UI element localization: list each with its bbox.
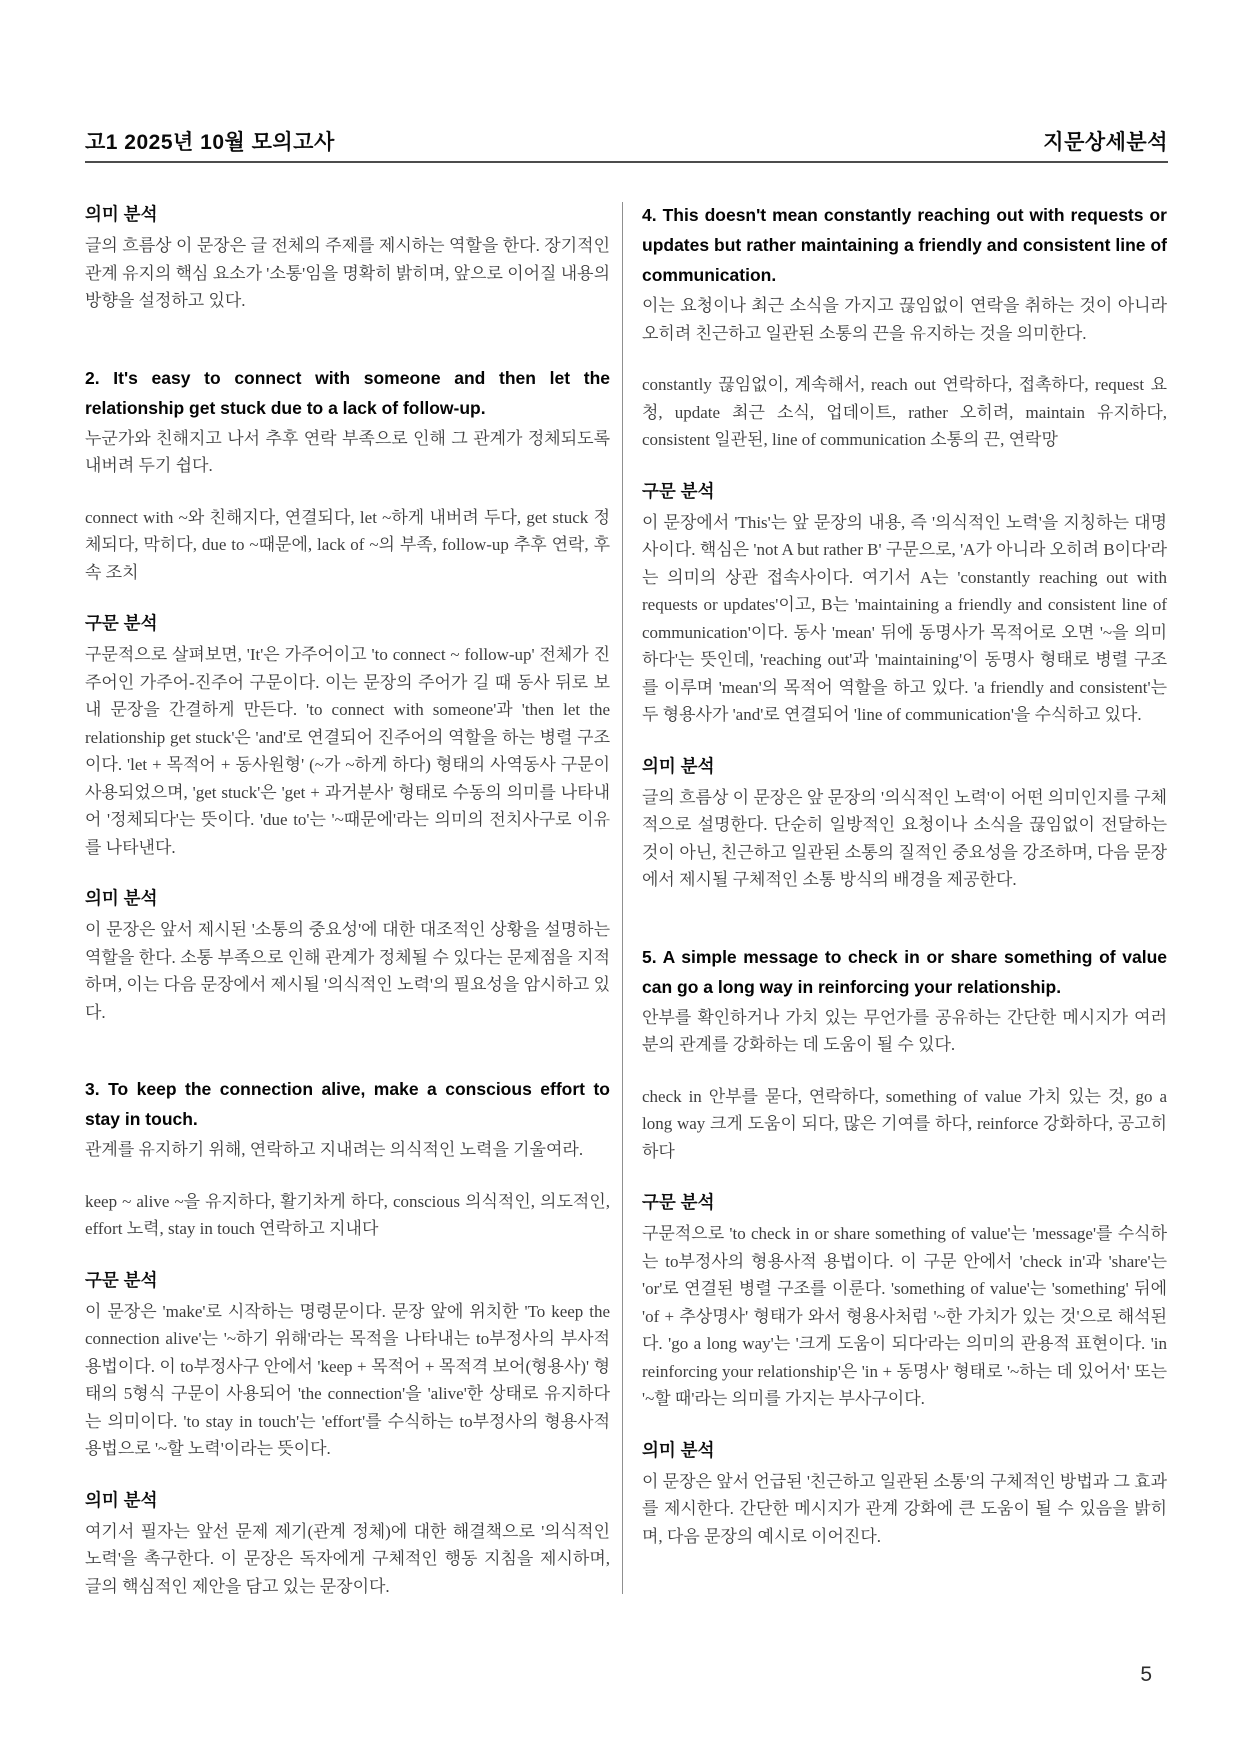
section-1-continuation (85, 203, 610, 315)
page-number: 5 (1140, 1663, 1152, 1686)
vocabulary-list: connect with ~와 친해지다, 연결되다, let ~하게 내버려 두다, get stuck 정체되다, 막히다, due to ~때문에, lack of ~의 부족, follow-up 추후 연락, 후속 조치 (85, 507, 610, 582)
syntax-analysis-label: 구문 분석 (642, 1192, 715, 1212)
sentence-heading: 3. To keep the connection alive, make a conscious effort to stay in touch. (85, 1079, 610, 1129)
meaning-analysis-text: 글의 흐름상 이 문장은 글 전체의 주제를 제시하는 역할을 한다. 장기적인 관계 유지의 핵심 요소가 '소통'임을 명확히 밝히며, 앞으로 이어질 내용의 방향을 설정하고 있다. (85, 236, 610, 310)
section-5 (642, 942, 1167, 1551)
sentence-translation: 누군가와 친해지고 나서 추후 연락 부족으로 인해 그 관계가 정체되도록 내버려 두기 쉽다. (85, 428, 610, 475)
page-header (85, 126, 1168, 156)
column-divider (622, 202, 623, 1594)
syntax-analysis-text: 구문적으로 'to check in or share something of value'는 'message'를 수식하는 to부정사의 형용사적 용법이다. 이 구문 안에서 'check in'과 'share'는 'or'로 연결된 병렬 구조를 이룬다. 'something of value'는 'something' 뒤에 'of + 추상명사' 형태가 와서 형용사처럼 '~한 가치가 있는 것'으로 해석된다. 'go a long way'는 '크게 도움이 되다'라는 의미의 관용적 표현이다. 'in reinforcing your relationship'은 'in + 동명사' 형태로 '~하는 데 있어서' 또는 '~할 때'라는 의미를 가지는 부사구이다. (642, 1224, 1167, 1408)
meaning-analysis-label: 의미 분석 (642, 1439, 715, 1460)
meaning-analysis-label: 의미 분석 (85, 888, 158, 908)
meaning-analysis-label: 의미 분석 (85, 204, 158, 224)
left-column (85, 190, 610, 1600)
syntax-analysis-label: 구문 분석 (642, 480, 715, 501)
syntax-analysis-text: 이 문장은 'make'로 시작하는 명령문이다. 문장 앞에 위치한 'To keep the connection alive'는 '~하기 위해'라는 목적을 나타내는 to부정사의 부사적 용법이다. 이 to부정사구 안에서 'keep + 목적어 + 목적격 보어(형용사)' 형태의 5형식 구문이 사용되어 'the connection'을 'alive'한 상태로 유지하다는 의미이다. 'to stay in touch'는 'effort'를 수식하는 to부정사의 형용사적 용법으로 '~할 노력'이라는 뜻이다. (85, 1301, 610, 1458)
meaning-analysis-text: 여기서 필자는 앞선 문제 제기(관계 정체)에 대한 해결책으로 '의식적인 노력'을 촉구한다. 이 문장은 독자에게 구체적인 행동 지침을 제시하며, 글의 핵심적인 제안을 담고 있는 문장이다. (85, 1521, 610, 1596)
sentence-heading: 5. A simple message to check in or share something of value can go a long way in reinforcing your relationship. (642, 946, 1167, 997)
meaning-analysis-text: 글의 흐름상 이 문장은 앞 문장의 '의식적인 노력'이 어떤 의미인지를 구체적으로 설명한다. 단순히 일방적인 요청이나 소식을 끊임없이 전달하는 것이 아닌, 친근하고 일관된 소통의 질적인 중요성을 강조하며, 다음 문장에서 제시될 구체적인 소통 방식의 배경을 제공한다. (642, 787, 1167, 889)
vocabulary-list: constantly 끊임없이, 계속해서, reach out 연락하다, 접촉하다, request 요청, update 최근 소식, 업데이트, rather 오히려, maintain 유지하다, consistent 일관된, line of communication 소통의 끈, 연락망 (642, 375, 1167, 449)
meaning-analysis-text: 이 문장은 앞서 언급된 '친근하고 일관된 소통'의 구체적인 방법과 그 효과를 제시한다. 간단한 메시지가 관계 강화에 큰 도움이 될 수 있음을 밝히며, 다음 문장의 예시로 이어진다. (642, 1471, 1167, 1546)
sentence-heading: 4. This doesn't mean constantly reaching out with requests or updates but rather maintaining a friendly and consistent line of communication. (642, 205, 1167, 285)
meaning-analysis-label: 의미 분석 (85, 1489, 158, 1510)
sentence-heading: 2. It's easy to connect with someone and then let the relationship get stuck due to a lack of follow-up. (85, 367, 610, 418)
syntax-analysis-text: 구문적으로 살펴보면, 'It'은 가주어이고 'to connect ~ follow-up' 전체가 진주어인 가주어-진주어 구문이다. 이는 문장의 주어가 길 때 동사 뒤로 보내 문장을 간결하게 만든다. 'to connect with someone'과 'then let the relationship get stuck'은 'and'로 연결되어 진주어의 역할을 하는 병렬 구조이다. 'let + 목적어 + 동사원형' (~가 ~하게 하다) 형태의 사역동사 구문이 사용되었으며, 'get stuck'은 'get + 과거분사' 형태로 수동의 의미를 나타내어 '정체되다'는 뜻이다. 'due to'는 '~때문에'라는 의미의 전치사구로 이유를 나타낸다. (85, 645, 610, 857)
sentence-translation: 안부를 확인하거나 가치 있는 무언가를 공유하는 간단한 메시지가 여러분의 관계를 강화하는 데 도움이 될 수 있다. (642, 1007, 1167, 1054)
meaning-analysis-label: 의미 분석 (642, 755, 715, 776)
vocabulary-list: keep ~ alive ~을 유지하다, 활기차게 하다, conscious 의식적인, 의도적인, effort 노력, stay in touch 연락하고 지내다 (85, 1191, 610, 1238)
exam-title: 고1 2025년 10월 모의고사 (85, 131, 335, 154)
document-type-title: 지문상세분석 (1043, 131, 1168, 154)
header-rule (85, 161, 1168, 163)
syntax-analysis-label: 구문 분석 (85, 1269, 158, 1290)
vocabulary-list: check in 안부를 묻다, 연락하다, something of value 가치 있는 것, go a long way 크게 도움이 되다, 많은 기여를 하다, reinforce 강화하다, 공고히 하다 (642, 1086, 1167, 1161)
section-2 (85, 363, 610, 1027)
meaning-analysis-text: 이 문장은 앞서 제시된 '소통의 중요성'에 대한 대조적인 상황을 설명하는 역할을 한다. 소통 부족으로 인해 관계가 정체될 수 있다는 문제점을 지적하며, 이는 다음 문장에서 제시될 '의식적인 노력'의 필요성을 암시하고 있다. (85, 920, 610, 1022)
syntax-analysis-label: 구문 분석 (85, 613, 158, 633)
two-column-body (85, 190, 1168, 1600)
section-4 (642, 200, 1167, 894)
syntax-analysis-text: 이 문장에서 'This'는 앞 문장의 내용, 즉 '의식적인 노력'을 지칭하는 대명사이다. 핵심은 'not A but rather B' 구문으로, 'A가 아니라 오히려 B이다'라는 의미의 상관 접속사이다. 여기서 A는 'constantly reaching out with requests or updates'이고, B는 'maintaining a friendly and consistent line of communication'이다. 동사 'mean' 뒤에 동명사가 목적어로 오면 '~을 의미하다'는 뜻인데, 'reaching out'과 'maintaining'이 동명사 형태로 병렬 구조를 이루며 'mean'의 목적어 역할을 하고 있다. 'a friendly and consistent'는 두 형용사가 'and'로 연결되어 'line of communication'을 수식하고 있다. (642, 512, 1167, 724)
sentence-translation: 관계를 유지하기 위해, 연락하고 지내려는 의식적인 노력을 기울여라. (85, 1140, 584, 1159)
right-column (642, 190, 1167, 1550)
section-3 (85, 1074, 610, 1600)
sentence-translation: 이는 요청이나 최근 소식을 가지고 끊임없이 연락을 취하는 것이 아니라 오히려 친근하고 일관된 소통의 끈을 유지하는 것을 의미한다. (642, 296, 1167, 343)
